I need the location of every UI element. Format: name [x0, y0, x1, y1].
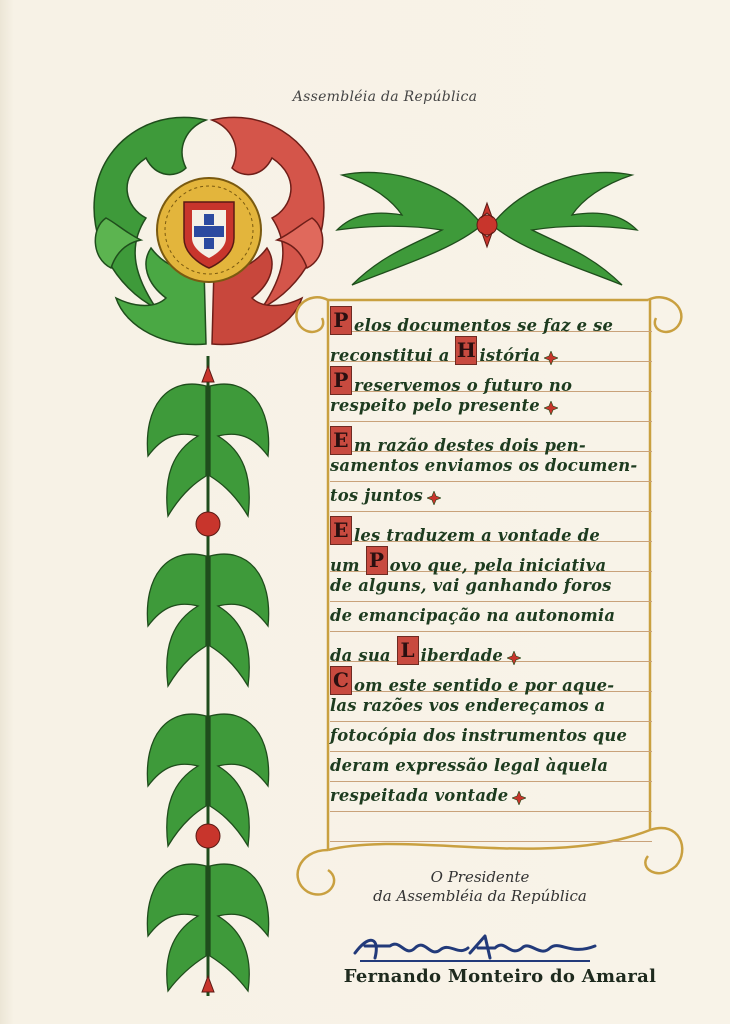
body-line [330, 576, 612, 604]
star-flower-icon [427, 490, 441, 504]
body-line-text: deram expressão legal àquela [330, 756, 609, 775]
body-line-text: reservemos o futuro no [354, 376, 573, 395]
body-line [330, 636, 521, 664]
body-line [330, 366, 572, 394]
body-line [330, 666, 614, 694]
illuminated-capital: H [455, 336, 477, 365]
illuminated-capital: C [330, 666, 352, 695]
president-title [340, 868, 620, 906]
body-line [330, 426, 586, 454]
body-line [330, 336, 558, 364]
header-title: Assembléia da República [292, 89, 478, 105]
illuminated-capital: P [330, 366, 352, 395]
signatory-name: Fernando Monteiro do Amaral [343, 966, 657, 987]
body-line-prefix: reconstitui a [330, 346, 456, 365]
body-line-text: de alguns, vai ganhando foros [330, 576, 612, 595]
star-flower-icon [507, 650, 521, 664]
body-line [330, 306, 613, 334]
body-line-text: istória [479, 346, 541, 365]
handwritten-signature [350, 928, 600, 968]
illuminated-capital: L [397, 636, 419, 665]
body-line-prefix: um [330, 556, 366, 575]
body-line [330, 396, 558, 424]
top-vine-ornament [332, 155, 642, 295]
body-line [330, 726, 627, 754]
body-line [330, 516, 600, 544]
body-line-text: les traduzem a vontade de [354, 526, 600, 545]
body-line [330, 486, 441, 514]
body-line-text: elos documentos se faz e se [354, 316, 614, 335]
body-line [330, 456, 637, 484]
body-line-text: respeito pelo presente [330, 396, 540, 415]
body-line-text: m razão destes dois pen- [354, 436, 586, 455]
body-line [330, 756, 608, 784]
illuminated-capital: P [330, 306, 352, 335]
body-line-prefix: da sua [330, 646, 397, 665]
star-flower-icon [512, 790, 526, 804]
body-line-text: las razões vos endereçamos a [330, 696, 606, 715]
president-role-line2: da Assembléia da República [373, 887, 587, 905]
star-flower-icon [544, 350, 558, 364]
body-line-text: tos juntos [330, 486, 423, 505]
illuminated-capital: E [330, 516, 352, 545]
body-line-text: iberdade [420, 646, 503, 665]
body-line [330, 606, 615, 634]
body-line [330, 786, 526, 814]
body-line-text: om este sentido e por aque- [354, 676, 615, 695]
president-role-line1: O Presidente [430, 868, 530, 886]
body-line-text: fotocópia dos instrumentos que [330, 726, 628, 745]
body-line [330, 696, 605, 724]
illuminated-capital: P [366, 546, 388, 575]
star-flower-icon [544, 400, 558, 414]
body-line [330, 546, 606, 574]
left-vine-ornament [138, 356, 278, 996]
body-line-text: samentos enviamos os documen- [330, 456, 638, 475]
body-line-text: de emancipação na autonomia [330, 606, 616, 625]
body-line-text: respeitada vontade [330, 786, 509, 805]
body-line-text: ovo que, pela iniciativa [389, 556, 607, 575]
illuminated-capital: E [330, 426, 352, 455]
